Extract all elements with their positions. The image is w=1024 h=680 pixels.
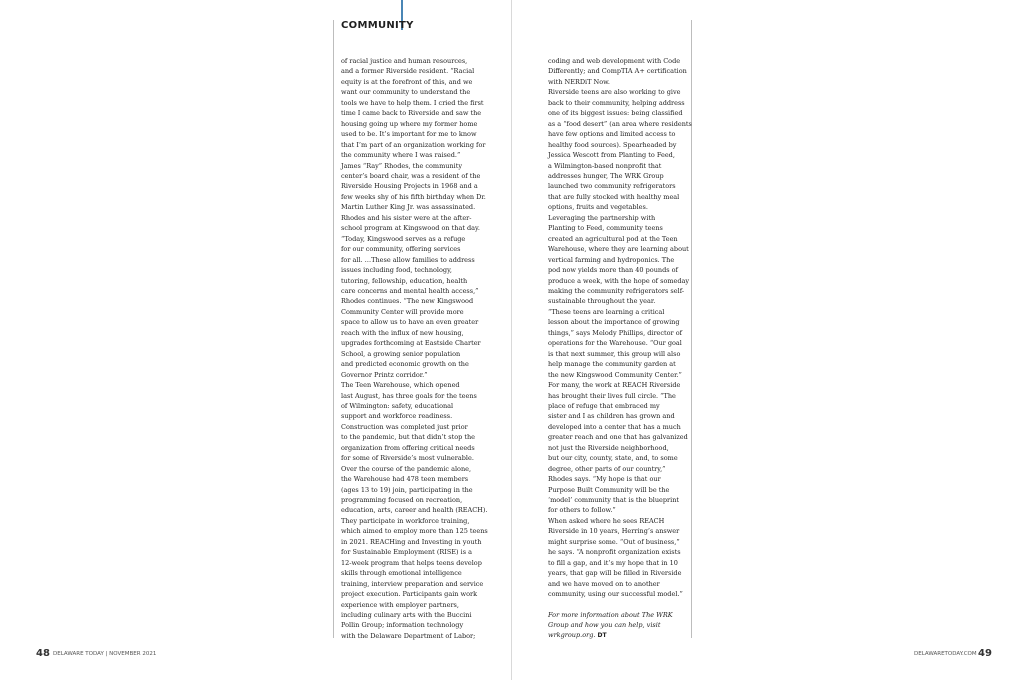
- article-text-line: Construction was completed just prior: [341, 422, 468, 431]
- article-text-line: James “Ray” Rhodes, the community: [341, 161, 462, 170]
- article-text-line: School, a growing senior population: [341, 349, 461, 358]
- article-text-line: is that next summer, this group will also: [548, 349, 681, 358]
- footer-right-text: DELAWARETODAY.COM: [914, 651, 977, 657]
- column-rule-left: [333, 20, 334, 638]
- article-text-line: Differently; and CompTIA A+ certification: [548, 67, 687, 76]
- article-text-line: operations for the Warehouse. “Our goal: [548, 339, 682, 348]
- article-text-line: as a “food desert” (an area where residents: [548, 119, 692, 128]
- article-text-line: training, interview preparation and service: [341, 579, 484, 588]
- article-text-line: but our city, county, state, and, to some: [548, 454, 678, 463]
- article-text-line: support and workforce readiness.: [341, 412, 453, 421]
- article-text-line: Martin Luther King Jr. was assassinated.: [341, 203, 476, 212]
- article-text-line: back to their community, helping address: [548, 98, 685, 107]
- article-text-line: for all. …These allow families to address: [341, 255, 475, 264]
- more-info-line: [548, 630, 698, 641]
- more-info-link[interactable]: wrkgroup.org.: [548, 631, 596, 640]
- article-text-line: options, fruits and vegetables.: [548, 203, 648, 212]
- article-text-line: for Sustainable Employment (RISE) is a: [341, 548, 473, 557]
- article-text-line: not just the Riverside neighborhood,: [548, 443, 669, 452]
- article-text-line: Rhodes says. “My hope is that our: [548, 475, 661, 484]
- article-text-line: Riverside in 10 years, Herring’s answer: [548, 527, 680, 536]
- article-text-line: “These teens are learning a critical: [548, 307, 665, 316]
- more-info-line: Group and how you can help, visit: [548, 621, 661, 630]
- article-text-line: of racial justice and human resources,: [341, 57, 468, 65]
- article-text-line: Rhodes and his sister were at the after-: [341, 213, 472, 222]
- article-text-line: skills through emotional intelligence: [341, 569, 462, 578]
- article-text-line: Riverside Housing Projects in 1968 and a: [341, 182, 478, 191]
- article-text-line: project execution. Participants gain work: [341, 590, 478, 599]
- article-text-line: time I came back to Riverside and saw the: [341, 109, 482, 118]
- article-text-line: greater reach and one that has galvanized: [548, 433, 688, 442]
- article-text-line: of Wilmington: safety, educational: [341, 401, 454, 410]
- article-text-line: created an agricultural pod at the Teen: [548, 234, 678, 243]
- article-text-line: to fill a gap, and it’s my hope that in 10: [548, 558, 678, 567]
- article-text-line: he says. “A nonprofit organization exists: [548, 548, 681, 557]
- article-text-line: with the Delaware Department of Labor;: [341, 631, 476, 640]
- spine-divider: [511, 0, 512, 680]
- section-header: COMMUNITY: [341, 20, 414, 31]
- article-text-line: the new Kingswood Community Center.”: [548, 370, 682, 379]
- article-text-line: have few options and limited access to: [548, 130, 676, 139]
- more-info-line: For more information about The WRK: [548, 610, 673, 619]
- article-text-line: has brought their lives full circle. “The: [548, 391, 676, 400]
- article-text-line: Riverside teens are also working to give: [548, 88, 681, 97]
- article-text-line: healthy food sources). Spearheaded by: [548, 140, 677, 149]
- article-text-line: coding and web development with Code: [548, 57, 681, 65]
- article-column-left: [341, 56, 491, 641]
- article-text-line: the community where I was raised.”: [341, 151, 461, 160]
- article-text-line: Jessica Wescott from Planting to Feed,: [548, 151, 675, 160]
- article-text-line: few weeks shy of his fifth birthday when Dr.: [341, 192, 486, 201]
- article-text-line: developed into a center that has a much: [548, 422, 681, 431]
- article-text-line: tutoring, fellowship, education, health: [341, 276, 468, 285]
- article-text-line: produce a week, with the hope of someday: [548, 276, 690, 285]
- article-text-line: Planting to Feed, community teens: [548, 224, 663, 233]
- article-text-line: equity is at the forefront of this, and we: [341, 77, 473, 86]
- article-text-line: and we have moved on to another: [548, 579, 660, 588]
- end-mark: DT: [597, 632, 607, 640]
- article-text-line: lesson about the importance of growing: [548, 318, 680, 327]
- article-text-line: Over the course of the pandemic alone,: [341, 464, 472, 473]
- footer-left-text: DELAWARE TODAY | NOVEMBER 2021: [53, 651, 157, 657]
- article-text-line: sustainable throughout the year.: [548, 297, 656, 306]
- article-text-line: “Today, Kingswood serves as a refuge: [341, 234, 466, 243]
- article-text-line: for our community, offering services: [341, 245, 461, 254]
- article-text-line: that I’m part of an organization working for: [341, 140, 486, 149]
- article-text-line: (ages 13 to 19) join, participating in the: [341, 485, 473, 494]
- article-text-line: care concerns and mental health access,”: [341, 286, 479, 295]
- article-text-line: making the community refrigerators self-: [548, 286, 685, 295]
- article-text-line: for some of Riverside’s most vulnerable.: [341, 454, 474, 463]
- article-text-line: might surprise some. “Out of business,”: [548, 537, 680, 546]
- article-text-line: programming focused on recreation,: [341, 496, 463, 505]
- article-text-line: Warehouse, where they are learning about: [548, 245, 689, 254]
- article-text-line: Rhodes continues. “The new Kingswood: [341, 297, 474, 306]
- article-text-line: center’s board chair, was a resident of the: [341, 171, 481, 180]
- article-text-line: The Teen Warehouse, which opened: [341, 381, 460, 390]
- article-text-line: organization from offering critical needs: [341, 443, 475, 452]
- article-text-line: want our community to understand the: [341, 88, 471, 97]
- article-text-line: sister and I as children has grown and: [548, 412, 675, 421]
- article-text-line: Community Center will provide more: [341, 307, 464, 316]
- article-text-line: for others to follow.”: [548, 506, 616, 515]
- article-text-line: with NERDiT Now.: [548, 77, 610, 86]
- article-text-line: 12-week program that helps teens develop: [341, 558, 482, 567]
- article-text-line: years, that gap will be filled in Riverside: [548, 569, 682, 578]
- article-text-line: used to be. It’s important for me to know: [341, 130, 477, 139]
- article-text-line: including culinary arts with the Buccini: [341, 611, 472, 620]
- article-text-line: Leveraging the partnership with: [548, 213, 656, 222]
- article-column-right: [548, 56, 698, 642]
- page-number-right: 49: [978, 648, 992, 659]
- article-text-line: in 2021. REACHing and Investing in youth: [341, 537, 482, 546]
- article-text-line: Pollin Group; information technology: [341, 621, 464, 630]
- article-text-line: community, using our successful model.”: [548, 590, 683, 599]
- article-text-line: place of refuge that embraced my: [548, 401, 660, 410]
- article-text-line: For many, the work at REACH Riverside: [548, 381, 681, 390]
- article-text-line: space to allow us to have an even greater: [341, 318, 479, 327]
- article-text-line: one of its biggest issues: being classified: [548, 109, 683, 118]
- article-text-line: experience with employer partners,: [341, 600, 459, 609]
- article-text-line: education, arts, career and health (REACH).: [341, 506, 488, 515]
- article-text-line: which aimed to employ more than 125 teens: [341, 527, 488, 536]
- article-text-line: Purpose Built Community will be the: [548, 485, 670, 494]
- article-text-line: school program at Kingswood on that day.: [341, 224, 480, 233]
- article-text-line: reach with the influx of new housing,: [341, 328, 464, 337]
- page-number-left: 48: [36, 648, 50, 659]
- article-text-line: When asked where he sees REACH: [548, 516, 665, 525]
- article-text-line: tools we have to help them. I cried the first: [341, 98, 484, 107]
- article-text-line: that are fully stocked with healthy meal: [548, 192, 680, 201]
- article-text-line: addresses hunger, The WRK Group: [548, 171, 664, 180]
- article-text-line: things,” says Melody Phillips, director of: [548, 328, 683, 337]
- article-text-line: issues including food, technology,: [341, 266, 452, 275]
- more-info-note: [548, 610, 698, 642]
- article-text-line: help manage the community garden at: [548, 360, 676, 369]
- article-column-right-body: [548, 56, 698, 600]
- article-text-line: upgrades forthcoming at Eastside Charter: [341, 339, 481, 348]
- article-text-line: Governor Printz corridor.”: [341, 370, 428, 379]
- article-text-line: degree, other parts of our country,”: [548, 464, 666, 473]
- article-text-line: ‘model’ community that is the blueprint: [548, 496, 680, 505]
- article-text-line: vertical farming and hydroponics. The: [548, 255, 675, 264]
- article-text-line: They participate in workforce training,: [341, 516, 470, 525]
- article-text-line: pod now yields more than 40 pounds of: [548, 266, 678, 275]
- article-text-line: to the pandemic, but that didn’t stop the: [341, 433, 475, 442]
- article-text-line: housing going up where my former home: [341, 119, 478, 128]
- article-text-line: and predicted economic growth on the: [341, 360, 469, 369]
- article-text-line: launched two community refrigerators: [548, 182, 676, 191]
- article-text-line: last August, has three goals for the teens: [341, 391, 477, 400]
- article-text-line: the Warehouse had 478 teen members: [341, 475, 469, 484]
- article-text-line: a Wilmington-based nonprofit that: [548, 161, 662, 170]
- article-text-line: and a former Riverside resident. “Racial: [341, 67, 475, 76]
